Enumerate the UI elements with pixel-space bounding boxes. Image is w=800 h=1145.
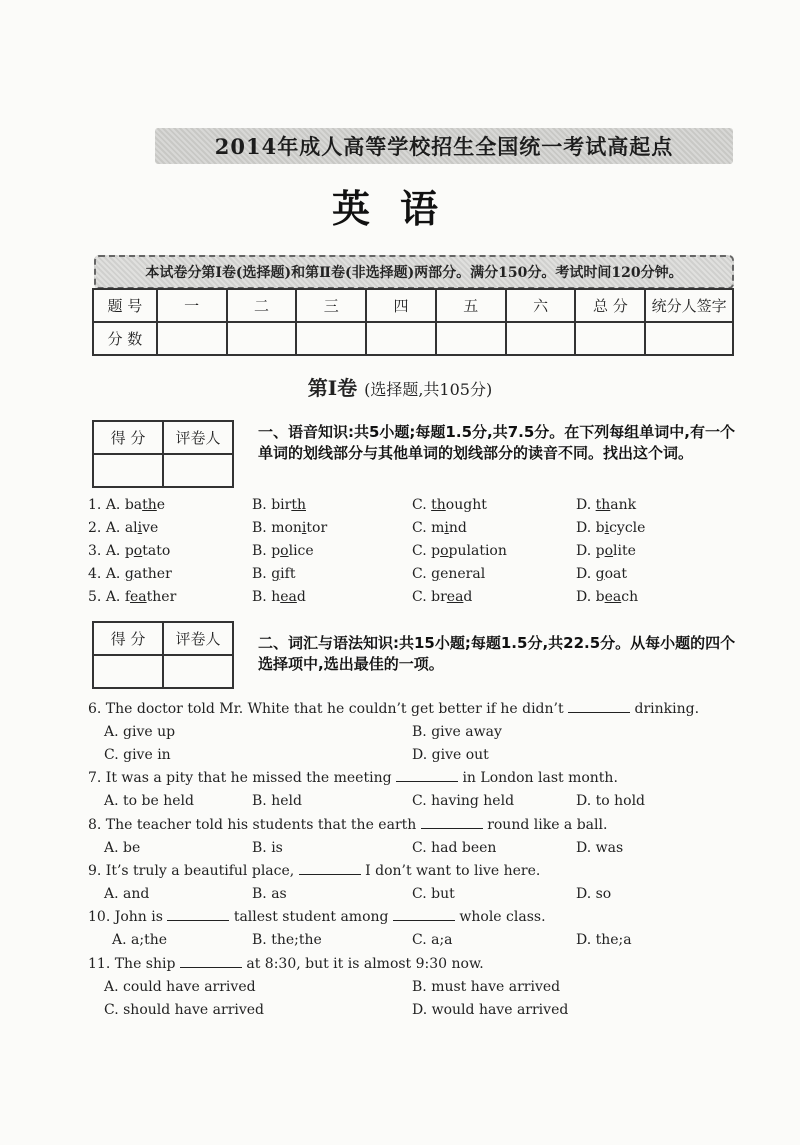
answer-blank [421, 816, 483, 829]
grader-box-section1 [92, 420, 234, 488]
grader-score-cell[interactable] [93, 454, 163, 487]
question-8-stem [88, 815, 607, 835]
stem-text: at 8:30, but it is almost 9:30 now. [246, 956, 484, 972]
underlined-part: th [431, 497, 446, 513]
option[interactable] [412, 495, 487, 515]
score-cell: 三 [296, 289, 366, 322]
option[interactable]: C. had been [412, 840, 497, 856]
stem-text: 11. The ship [88, 956, 176, 972]
underlined-part: g [124, 566, 134, 582]
exam-notice [94, 255, 734, 289]
underlined-part: o [604, 543, 614, 559]
word-part: C. p [412, 543, 441, 559]
underlined-part: th [595, 497, 611, 513]
answer-blank [393, 908, 455, 921]
word-part: D. [576, 497, 596, 513]
word-part: D. b [576, 520, 605, 536]
score-input-cell[interactable] [296, 322, 366, 355]
question-7-stem [88, 768, 618, 788]
word-part: e [156, 497, 166, 513]
option[interactable] [576, 564, 627, 584]
score-input-cell[interactable] [506, 322, 576, 355]
word-part: B. mon [252, 520, 302, 536]
answer-blank [299, 862, 361, 875]
section1-questions [88, 495, 748, 610]
option[interactable]: B. give away [412, 724, 502, 740]
score-cell: 二 [227, 289, 297, 322]
option[interactable] [252, 495, 306, 515]
word-part: C. [412, 566, 432, 582]
stem-text: 9. It’s truly a beautiful place, [88, 863, 295, 879]
word-part: A. p [105, 543, 134, 559]
question-number: 2. [88, 520, 106, 536]
option[interactable] [412, 541, 507, 561]
answer-blank [167, 908, 229, 921]
part1-title [0, 372, 800, 401]
option[interactable]: A. be [104, 840, 141, 856]
option[interactable] [252, 541, 314, 561]
option[interactable]: B. held [252, 793, 302, 809]
option[interactable] [88, 564, 172, 584]
score-table [92, 288, 734, 356]
question-number: 3. [88, 543, 106, 559]
underlined-part: i [604, 520, 610, 536]
option[interactable]: B. must have arrived [412, 979, 561, 995]
option[interactable]: C. having held [412, 793, 515, 809]
score-input-cell[interactable] [227, 322, 297, 355]
option[interactable]: D. would have arrived [412, 1002, 569, 1018]
question-3 [88, 541, 748, 564]
underlined-part: ea [280, 589, 297, 605]
underlined-part: i [444, 520, 449, 536]
score-cell: 题 号 [93, 289, 157, 322]
option[interactable]: D. so [576, 886, 612, 902]
word-part: B. h [252, 589, 281, 605]
option[interactable]: B. is [252, 840, 283, 856]
underlined-part: th [291, 497, 306, 513]
underlined-part: o [280, 543, 289, 559]
question-1 [88, 495, 748, 518]
stem-text: tallest student among [233, 909, 389, 925]
score-input-cell[interactable] [157, 322, 227, 355]
score-cell: 分 数 [93, 322, 157, 355]
word-part: tor [306, 520, 328, 536]
underlined-part: ea [130, 589, 147, 605]
word-part: lite [613, 543, 636, 559]
option[interactable] [576, 495, 636, 515]
underlined-part: o [440, 543, 449, 559]
option[interactable] [252, 564, 295, 584]
option[interactable]: B. the;the [252, 932, 322, 948]
word-part: eneral [440, 566, 486, 582]
question-4 [88, 564, 748, 587]
score-input-cell[interactable] [366, 322, 436, 355]
score-table-value-row [93, 322, 733, 355]
option[interactable] [88, 495, 165, 515]
word-part: pulation [448, 543, 507, 559]
word-part: ather [133, 566, 172, 582]
score-input-cell[interactable] [645, 322, 733, 355]
stem-text: round like a ball. [487, 817, 608, 833]
underlined-part: i [301, 520, 307, 536]
option[interactable]: C. a;a [412, 932, 453, 948]
option[interactable]: A. give up [104, 724, 176, 740]
question-number: 4. [88, 566, 106, 582]
grader-score-label: 得 分 [93, 622, 163, 655]
underlined-part: i [137, 520, 143, 536]
underlined-part: th [142, 497, 157, 513]
section2-heading: 二、词汇与语法知识:共15小题;每题1.5分,共22.5分。从每小题的四个选择项中,选出最佳的一项。 [258, 634, 736, 673]
option[interactable]: D. to hold [576, 793, 646, 809]
underlined-part: g [431, 566, 441, 582]
option[interactable]: B. as [252, 886, 287, 902]
word-part: ought [445, 497, 487, 513]
option[interactable]: C. give in [104, 747, 171, 763]
grader-box-section2 [92, 621, 234, 689]
word-part: lice [288, 543, 314, 559]
exam-title-banner [155, 128, 733, 164]
stem-text: 6. The doctor told Mr. White that he couldn’t get better if he didn’t [88, 701, 564, 717]
word-part: ank [610, 497, 637, 513]
option[interactable] [412, 587, 472, 607]
score-cell: 统分人签字 [645, 289, 733, 322]
word-part: C. br [412, 589, 447, 605]
option[interactable]: D. the;a [576, 932, 632, 948]
word-part: C. [412, 497, 432, 513]
part1-title-main: 第Ⅰ卷 [307, 376, 358, 400]
word-part: ch [621, 589, 639, 605]
option[interactable] [252, 518, 327, 538]
answer-blank [396, 769, 458, 782]
question-11-stem [88, 954, 484, 974]
score-cell: 六 [506, 289, 576, 322]
score-input-cell[interactable] [575, 322, 645, 355]
word-part: B. bir [252, 497, 292, 513]
word-part: oat [604, 566, 628, 582]
answer-blank [180, 955, 242, 968]
option[interactable]: D. give out [412, 747, 489, 763]
word-part: ift [280, 566, 296, 582]
underlined-part: g [595, 566, 605, 582]
option[interactable]: A. could have arrived [104, 979, 256, 995]
word-part: nd [448, 520, 467, 536]
option[interactable]: A. a;the [112, 932, 168, 948]
score-table-header-row [93, 289, 733, 322]
option[interactable]: D. was [576, 840, 624, 856]
option[interactable] [412, 564, 485, 584]
exam-notice-text: 本试卷分第Ⅰ卷(选择题)和第Ⅱ卷(非选择题)两部分。满分150分。考试时间120分钟。 [145, 265, 683, 281]
grader-name-cell[interactable] [163, 655, 233, 688]
score-cell: 总 分 [575, 289, 645, 322]
word-part: A. ba [105, 497, 143, 513]
word-part: d [463, 589, 473, 605]
question-number: 1. [88, 497, 106, 513]
stem-text: 7. It was a pity that he missed the meeting [88, 770, 392, 786]
word-part: d [296, 589, 306, 605]
underlined-part: ea [604, 589, 622, 605]
word-part: D. b [576, 589, 605, 605]
option[interactable] [88, 541, 170, 561]
word-part: B. [252, 566, 272, 582]
answer-blank [568, 700, 630, 713]
word-part: tato [142, 543, 171, 559]
stem-text: 10. John is [88, 909, 163, 925]
option[interactable] [576, 518, 645, 538]
word-part: C. m [412, 520, 445, 536]
option[interactable] [252, 587, 306, 607]
subject-title: 英语 [331, 186, 468, 231]
question-5 [88, 587, 748, 610]
stem-text: 8. The teacher told his students that the earth [88, 817, 417, 833]
question-number: 5. [88, 589, 106, 605]
option[interactable] [412, 518, 467, 538]
grader-score-label: 得 分 [93, 421, 163, 454]
option[interactable] [88, 518, 158, 538]
stem-text: I don’t want to live here. [365, 863, 541, 879]
underlined-part: ea [446, 589, 464, 605]
word-part: A. f [105, 589, 131, 605]
score-cell: 四 [366, 289, 436, 322]
part1-subtitle: (选择题,共105分) [364, 380, 493, 399]
underlined-part: g [271, 566, 281, 582]
word-part: D. p [576, 543, 605, 559]
section1-heading: 一、语音知识:共5小题;每题1.5分,共7.5分。在下列每组单词中,有一个单词的划线部分与其他单词的划线部分的读音不同。找出这个词。 [258, 423, 735, 462]
word-part: B. p [252, 543, 281, 559]
word-part: D. [576, 566, 596, 582]
option[interactable]: A. and [104, 886, 150, 902]
option[interactable] [576, 541, 636, 561]
stem-text: in London last month. [462, 770, 618, 786]
stem-text: drinking. [634, 701, 700, 717]
word-part: ther [146, 589, 177, 605]
word-part: A. al [105, 520, 138, 536]
option[interactable]: C. but [412, 886, 455, 902]
grader-score-cell[interactable] [93, 655, 163, 688]
question-6-stem [88, 699, 699, 719]
option[interactable] [88, 587, 176, 607]
grader-name-label: 评卷人 [163, 421, 233, 454]
question-10-stem [88, 907, 546, 927]
grader-name-label: 评卷人 [163, 622, 233, 655]
word-part: ve [142, 520, 159, 536]
option[interactable]: C. should have arrived [104, 1002, 265, 1018]
option[interactable] [576, 587, 638, 607]
score-cell: 一 [157, 289, 227, 322]
option[interactable]: A. to be held [104, 793, 194, 809]
score-input-cell[interactable] [436, 322, 506, 355]
question-2 [88, 518, 748, 541]
word-part: A. [105, 566, 125, 582]
word-part: cycle [609, 520, 646, 536]
question-9-stem [88, 861, 540, 881]
score-cell: 五 [436, 289, 506, 322]
exam-title: 2014年成人高等学校招生全国统一考试高起点 [214, 134, 674, 159]
underlined-part: o [133, 543, 143, 559]
stem-text: whole class. [459, 909, 546, 925]
grader-name-cell[interactable] [163, 454, 233, 487]
